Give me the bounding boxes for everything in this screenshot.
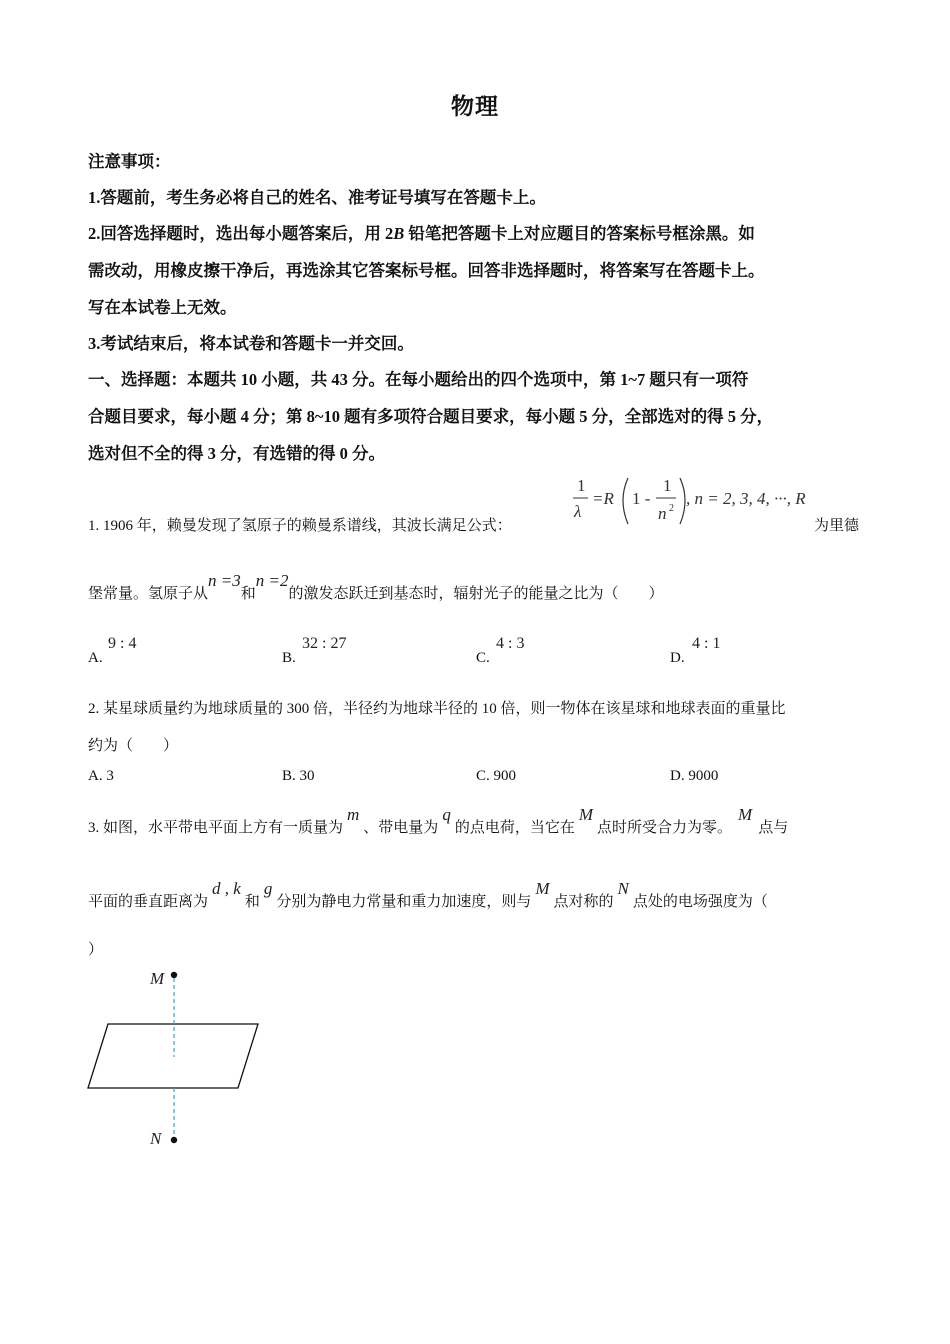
q3-line-2 bbox=[88, 879, 768, 911]
q1-n3: n =3 bbox=[208, 571, 241, 590]
q3-g: g bbox=[263, 879, 273, 898]
q1-line-2 bbox=[88, 571, 664, 603]
formula-num1: 1 bbox=[577, 476, 586, 495]
q1-option-b-label[interactable]: B. bbox=[282, 650, 296, 666]
notice-item-2-part-b: B bbox=[393, 224, 405, 243]
notice-item-1: 1.答题前，考生务必将自己的姓名、准考证号填写在答题卡上。 bbox=[88, 188, 546, 207]
notice-item-2-part-a: 2.回答选择题时，选出每小题答案后，用 2 bbox=[88, 224, 394, 243]
section-line-1: 一、选择题：本题共 10 小题，共 43 分。在每小题给出的四个选项中，第 1~7 题只有一项符 bbox=[88, 370, 749, 389]
q1-text-b: 为里德 bbox=[814, 518, 860, 534]
q2-option-b[interactable]: B. 30 bbox=[282, 768, 315, 784]
formula-eq-r: =R bbox=[592, 489, 614, 508]
q3-m1: M bbox=[578, 805, 593, 824]
notice-item-2-line-3: 写在本试卷上无效。 bbox=[88, 298, 237, 317]
notice-item-2-line-2: 需改动，用橡皮擦干净后，再选涂其它答案标号框。回答非选择题时，将答案写在答题卡上。 bbox=[88, 261, 765, 280]
q1-line2-a: 堡常量。氢原子从 bbox=[88, 586, 209, 602]
figure-label-n: N bbox=[150, 1129, 162, 1148]
q1-option-b-value: 32 : 27 bbox=[302, 635, 347, 652]
q1-option-d-value: 4 : 1 bbox=[692, 635, 721, 652]
q3-m2: M bbox=[738, 805, 753, 824]
q1-line2-b: 和 bbox=[240, 586, 256, 602]
formula-tail: , n = 2, 3, 4, ···, R bbox=[686, 489, 806, 508]
notice-item-3: 3.考试结束后，将本试卷和答题卡一并交回。 bbox=[88, 334, 414, 353]
notice-item-2-part-c: 铅笔把答题卡上对应题目的答案标号框涂黑。如 bbox=[404, 224, 755, 243]
formula-one-minus: 1 - bbox=[632, 489, 651, 508]
q2-option-a[interactable]: A. 3 bbox=[88, 768, 114, 784]
q3-n1: N bbox=[617, 879, 629, 898]
q2-line-1: 2. 某星球质量约为地球质量的 300 倍，半径约为地球半径的 10 倍，则一物体在该星球和地球表面的重量比 bbox=[88, 701, 786, 717]
q3-dk: d , k bbox=[212, 879, 241, 898]
q3-f: 平面的垂直距离为 bbox=[88, 894, 209, 910]
point-m bbox=[171, 972, 177, 978]
formula-den2: n bbox=[658, 504, 667, 523]
right-paren bbox=[680, 478, 685, 524]
q1-option-c-value: 4 : 3 bbox=[496, 635, 525, 652]
q1-line2-c: 的激发态跃迁到基态时，辐射光子的能量之比为（ ） bbox=[288, 586, 664, 602]
q1-option-a-value: 9 : 4 bbox=[108, 635, 137, 652]
q1-n2: n =2 bbox=[255, 571, 289, 590]
q3-h: 分别为静电力常量和重力加速度，则与 bbox=[276, 894, 532, 910]
left-paren bbox=[623, 478, 628, 524]
q3-line-1 bbox=[88, 805, 789, 837]
q3-e: 点与 bbox=[758, 820, 789, 836]
notice-item-2 bbox=[88, 220, 755, 244]
q1-formula bbox=[570, 474, 818, 537]
q3-j: 点处的电场强度为（ bbox=[632, 894, 768, 910]
formula-exponent: 2 bbox=[669, 503, 674, 514]
page-title: 物理 bbox=[451, 94, 499, 119]
q3-q: q bbox=[442, 805, 451, 824]
q3-c: 的点电荷，当它在 bbox=[454, 820, 575, 836]
q2-option-d[interactable]: D. 9000 bbox=[670, 768, 719, 784]
q3-d: 点时所受合力为零。 bbox=[597, 820, 733, 836]
figure-label-m: M bbox=[150, 969, 165, 988]
rydberg-formula-svg bbox=[570, 474, 818, 532]
q3-m: m bbox=[347, 805, 360, 824]
q3-m3: M bbox=[535, 879, 550, 898]
charged-plane bbox=[88, 1024, 258, 1088]
q2-option-c[interactable]: C. 900 bbox=[476, 768, 517, 784]
notice-heading: 注意事项： bbox=[88, 152, 171, 171]
formula-num2: 1 bbox=[663, 476, 672, 495]
q1-text-a: 1. 1906 年，赖曼发现了氢原子的赖曼系谱线，其波长满足公式： bbox=[88, 518, 512, 534]
section-line-2: 合题目要求，每小题 4 分；第 8~10 题有多项符合题目要求，每小题 5 分，全部选对的得 5 分， bbox=[88, 407, 774, 426]
q3-figure bbox=[80, 962, 280, 1152]
formula-den1: λ bbox=[574, 502, 582, 521]
q3-b: 、带电量为 bbox=[363, 820, 439, 836]
q2-line-2: 约为（ ） bbox=[88, 738, 179, 754]
q3-g1: 和 bbox=[244, 894, 260, 910]
q1-option-c-label[interactable]: C. bbox=[476, 650, 490, 666]
q1-option-d-label[interactable]: D. bbox=[670, 650, 685, 666]
point-n bbox=[171, 1137, 177, 1143]
section-line-3: 选对但不全的得 3 分，有选错的得 0 分。 bbox=[88, 444, 385, 463]
q3-line-3: ） bbox=[88, 942, 104, 958]
q3-a: 3. 如图，水平带电平面上方有一质量为 bbox=[88, 820, 344, 836]
q3-i: 点对称的 bbox=[553, 894, 614, 910]
q1-option-a-label[interactable]: A. bbox=[88, 650, 103, 666]
